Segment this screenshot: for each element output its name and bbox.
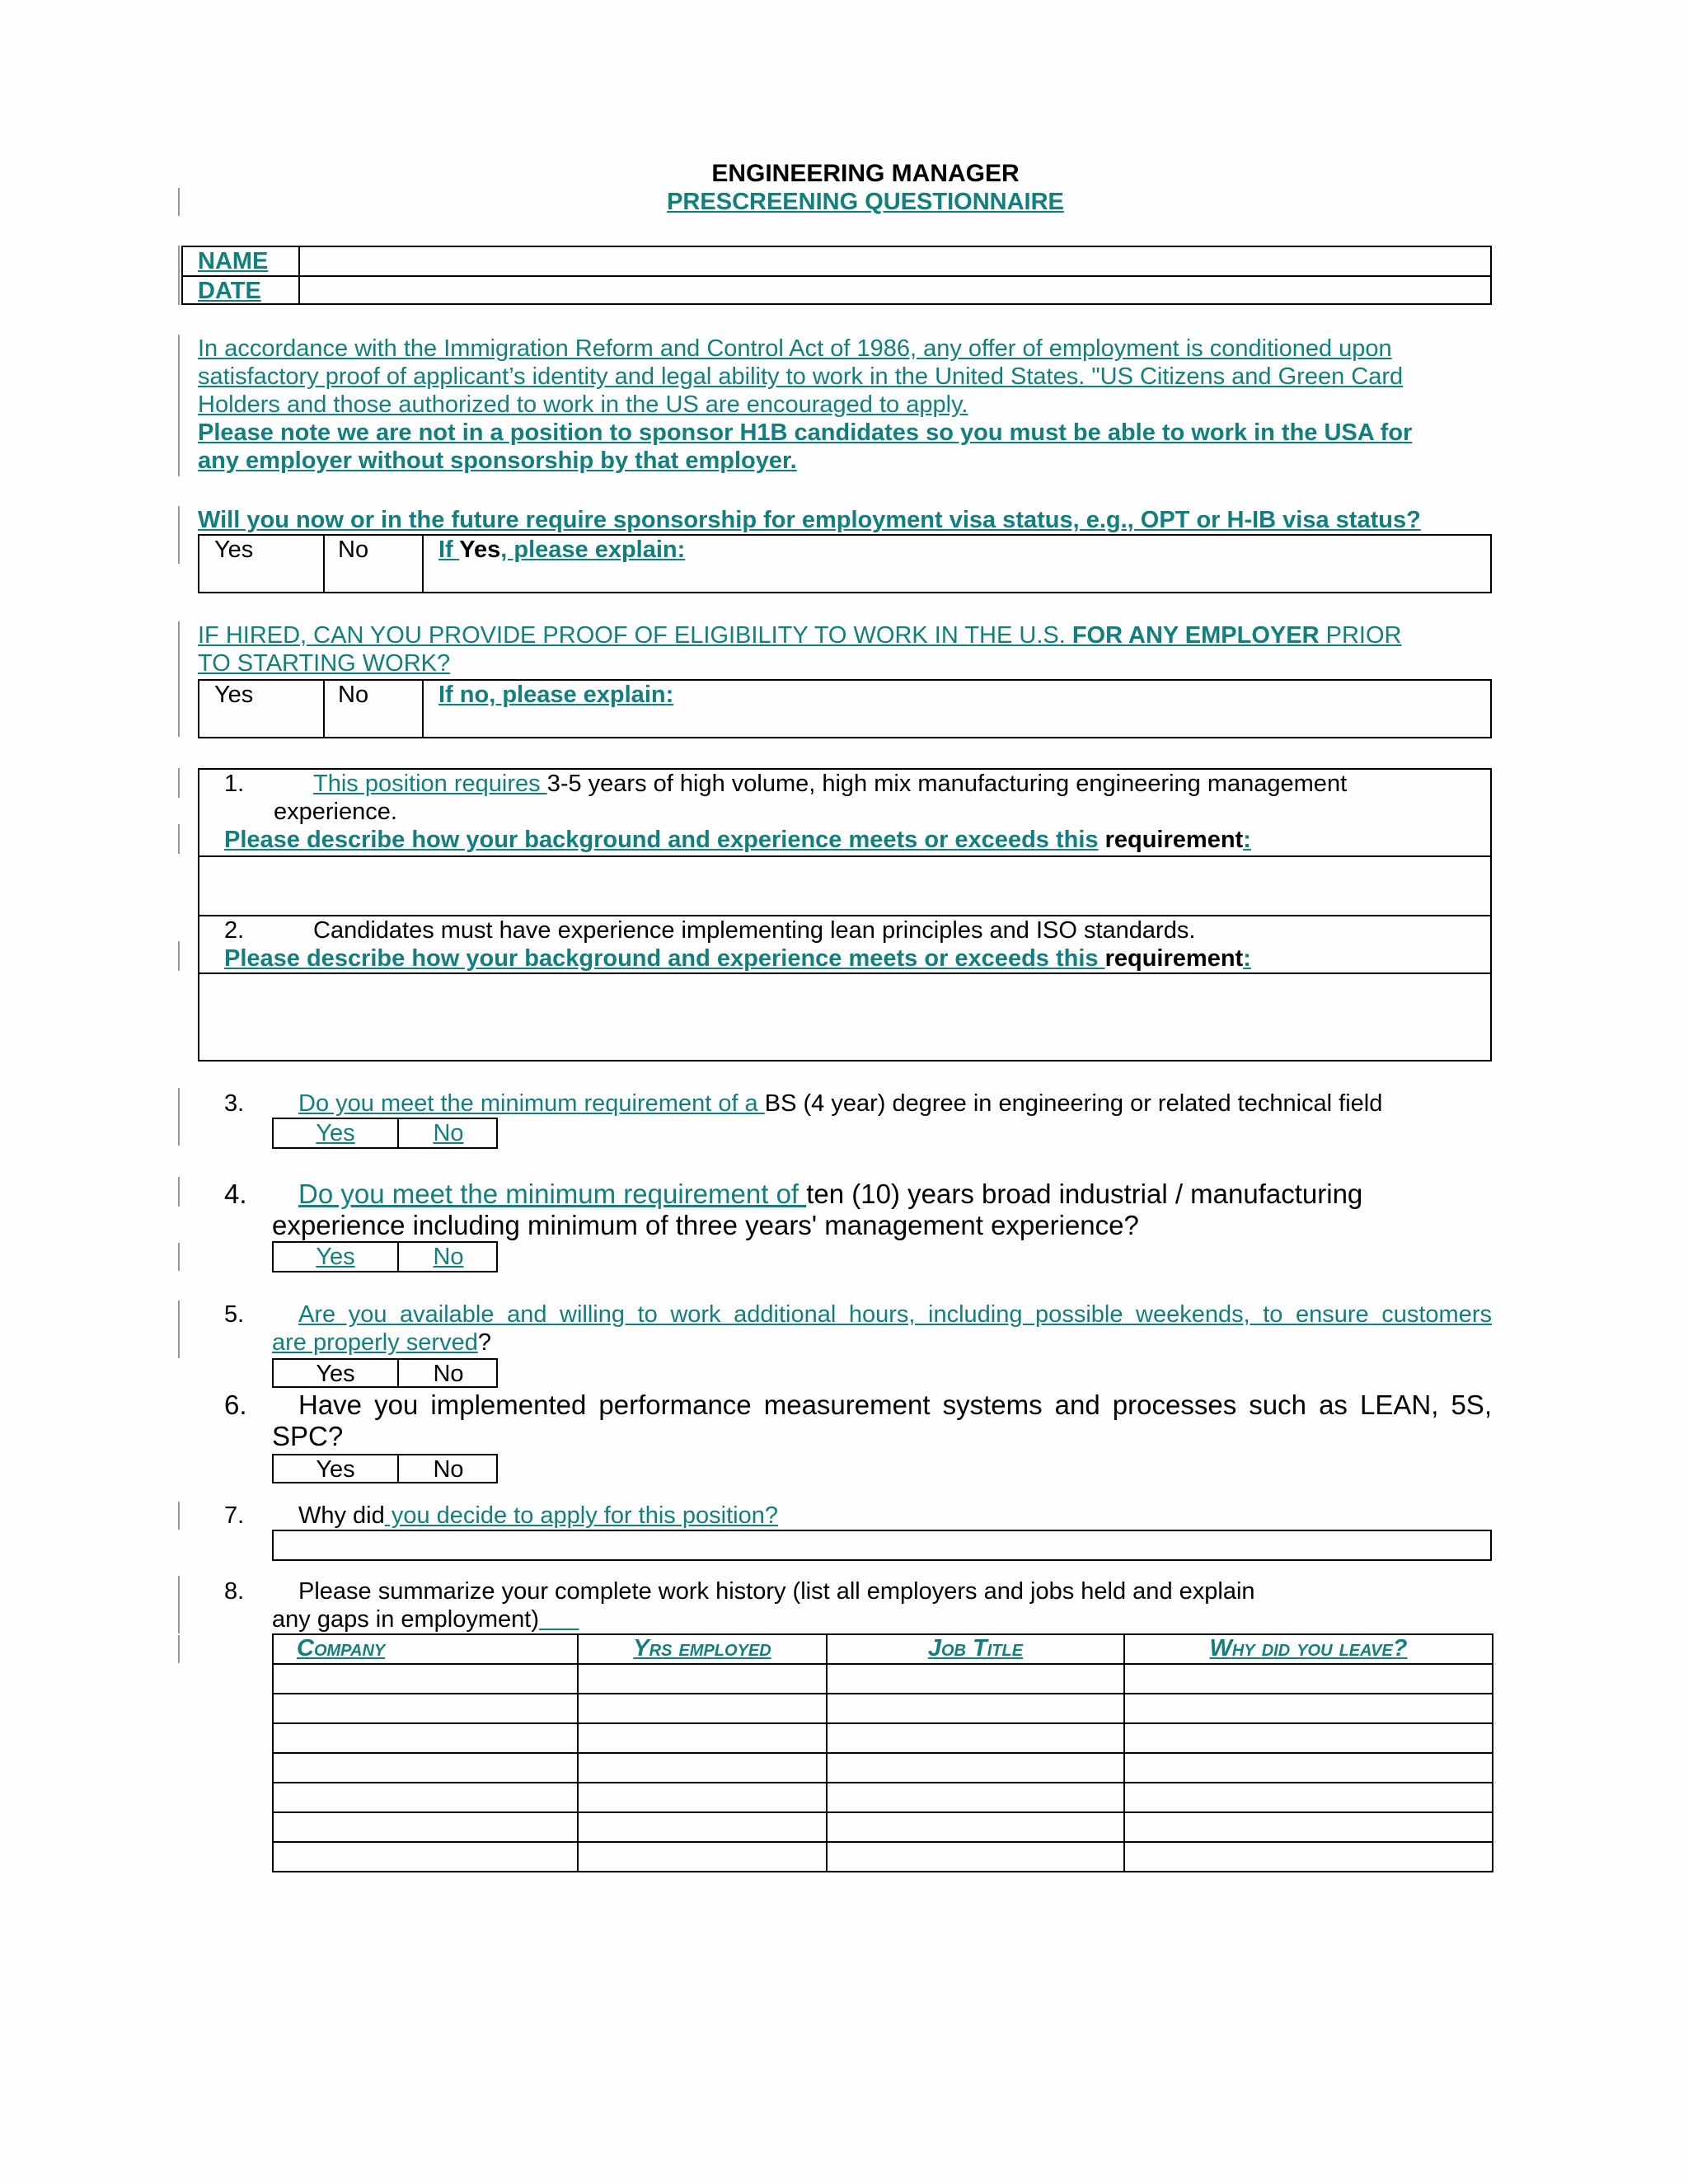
table-row — [273, 1664, 1493, 1694]
q4-text: Do you meet the minimum requirement of ten (10) years broad industrial / manufacturing — [298, 1179, 1363, 1209]
document-title: ENGINEERING MANAGER — [711, 160, 1020, 187]
q6-yes[interactable]: Yes — [316, 1456, 355, 1483]
q5-text-cont: are properly served? — [272, 1329, 491, 1356]
eligibility-explain-label: If no, please explain: — [438, 682, 674, 708]
revision-bar — [178, 1088, 180, 1146]
revision-bar — [178, 335, 180, 476]
revision-bar — [178, 1301, 180, 1358]
q1-text-cont: experience. — [274, 799, 397, 825]
revision-bar — [178, 824, 180, 854]
q6-answer-box — [272, 1454, 498, 1483]
q5-number: 5. — [224, 1301, 245, 1328]
revision-bar — [178, 246, 180, 305]
revision-bar — [178, 506, 180, 564]
column-header-company: Company — [273, 1634, 578, 1664]
q6-no[interactable]: No — [433, 1456, 464, 1483]
years-cell[interactable] — [578, 1783, 827, 1812]
q3-yes[interactable]: Yes — [316, 1120, 355, 1146]
q1-text: This position requires 3-5 years of high volume, high mix manufacturing engineering management — [313, 771, 1348, 797]
company-cell[interactable] — [273, 1812, 578, 1842]
q3-answer-box — [272, 1118, 498, 1149]
revision-bar — [178, 1576, 180, 1633]
q5-yes[interactable]: Yes — [316, 1361, 355, 1387]
years-cell[interactable] — [578, 1723, 827, 1753]
questions-1-2-table — [198, 768, 1492, 1062]
company-cell[interactable] — [273, 1694, 578, 1723]
identity-table — [181, 246, 1492, 305]
revision-bar — [178, 941, 180, 971]
years-cell[interactable] — [578, 1842, 827, 1872]
work-history-table — [272, 1633, 1493, 1872]
work-history-header-row — [273, 1634, 1493, 1664]
company-cell[interactable] — [273, 1783, 578, 1812]
q4-answer-box — [272, 1241, 498, 1272]
reason-cell[interactable] — [1124, 1694, 1493, 1723]
company-cell[interactable] — [273, 1723, 578, 1753]
sponsorship-no[interactable]: No — [338, 537, 369, 563]
table-row — [273, 1812, 1493, 1842]
reason-cell[interactable] — [1124, 1842, 1493, 1872]
q7-answer-field[interactable] — [272, 1530, 1492, 1561]
reason-cell[interactable] — [1124, 1812, 1493, 1842]
q2-answer-field[interactable] — [199, 974, 1490, 1060]
q4-no[interactable]: No — [433, 1244, 464, 1270]
name-label: NAME — [198, 248, 269, 274]
q6-text-cont: SPC? — [272, 1421, 344, 1451]
reason-cell[interactable] — [1124, 1783, 1493, 1812]
q5-text: Are you available and willing to work additional hours, including possible weekends, to ensure customers — [298, 1301, 1492, 1328]
q3-no[interactable]: No — [433, 1120, 464, 1146]
q2-number: 2. — [224, 917, 245, 944]
job-title-cell[interactable] — [827, 1753, 1124, 1783]
reason-cell[interactable] — [1124, 1753, 1493, 1783]
notice-line: Holders and those authorized to work in the US are encouraged to apply. — [198, 391, 968, 418]
column-header-job-title: Job Title — [827, 1634, 1124, 1664]
notice-line: satisfactory proof of applicant’s identity and legal ability to work in the United States. "US Citizens and Green Card — [198, 363, 1404, 390]
q6-number: 6. — [224, 1390, 247, 1420]
company-cell[interactable] — [273, 1842, 578, 1872]
sponsorship-explain-label: If Yes, please explain: — [438, 537, 686, 563]
revision-bar — [178, 1243, 180, 1271]
q5-no[interactable]: No — [433, 1361, 464, 1387]
notice-line: In accordance with the Immigration Reform and Control Act of 1986, any offer of employment is conditioned upon — [198, 335, 1392, 362]
revision-bar — [178, 1502, 180, 1530]
sponsorship-answer-table — [198, 534, 1492, 593]
column-header-years: Yrs employed — [578, 1634, 827, 1664]
job-title-cell[interactable] — [827, 1694, 1124, 1723]
column-header-reason: Why did you leave? — [1124, 1634, 1493, 1664]
company-cell[interactable] — [273, 1753, 578, 1783]
name-field[interactable] — [300, 247, 1490, 275]
q2-text: Candidates must have experience implementing lean principles and ISO standards. — [313, 917, 1196, 944]
q4-text-cont: experience including minimum of three years' management experience? — [272, 1210, 1139, 1240]
notice-line-bold: Please note we are not in a position to sponsor H1B candidates so you must be able to work in the USA for — [198, 419, 1413, 446]
revision-bar — [178, 1635, 180, 1663]
revision-bar — [178, 621, 180, 737]
q3-number: 3. — [224, 1090, 245, 1117]
table-row — [273, 1783, 1493, 1812]
eligibility-question: IF HIRED, CAN YOU PROVIDE PROOF OF ELIGIBILITY TO WORK IN THE U.S. FOR ANY EMPLOYER PRIOR — [198, 622, 1402, 649]
table-row — [273, 1753, 1493, 1783]
q6-text: Have you implemented performance measurement systems and processes such as LEAN, 5S, — [298, 1390, 1492, 1420]
years-cell[interactable] — [578, 1753, 827, 1783]
eligibility-yes[interactable]: Yes — [214, 682, 254, 708]
company-cell[interactable] — [273, 1664, 578, 1694]
table-row — [273, 1723, 1493, 1753]
years-cell[interactable] — [578, 1812, 827, 1842]
q7-text: Why did you decide to apply for this position? — [298, 1502, 778, 1529]
reason-cell[interactable] — [1124, 1723, 1493, 1753]
table-row — [273, 1694, 1493, 1723]
sponsorship-question: Will you now or in the future require sponsorship for employment visa status, e.g., OPT or H-IB visa status? — [198, 507, 1421, 533]
job-title-cell[interactable] — [827, 1783, 1124, 1812]
table-row — [273, 1842, 1493, 1872]
eligibility-answer-table — [198, 679, 1492, 738]
q1-prompt: Please describe how your background and experience meets or exceeds this requirement: — [224, 827, 1251, 853]
q7-number: 7. — [224, 1502, 245, 1529]
reason-cell[interactable] — [1124, 1664, 1493, 1694]
q4-yes[interactable]: Yes — [316, 1244, 355, 1270]
q8-text-cont: any gaps in employment) — [272, 1606, 539, 1633]
q1-answer-field[interactable] — [199, 857, 1490, 915]
q2-prompt: Please describe how your background and experience meets or exceeds this requirement: — [224, 945, 1251, 972]
date-field[interactable] — [300, 277, 1490, 305]
revision-bar — [178, 768, 180, 798]
notice-line-bold: any employer without sponsorship by that employer. — [198, 448, 797, 474]
job-title-cell[interactable] — [827, 1664, 1124, 1694]
job-title-cell[interactable] — [827, 1812, 1124, 1842]
date-label: DATE — [198, 278, 261, 304]
years-cell[interactable] — [578, 1694, 827, 1723]
q3-text: Do you meet the minimum requirement of a BS (4 year) degree in engineering or related technical field — [298, 1090, 1383, 1117]
revision-bar — [178, 1177, 180, 1207]
document-subtitle: PRESCREENING QUESTIONNAIRE — [667, 189, 1064, 215]
job-title-cell[interactable] — [827, 1723, 1124, 1753]
job-title-cell[interactable] — [827, 1842, 1124, 1872]
eligibility-no[interactable]: No — [338, 682, 369, 708]
q8-number: 8. — [224, 1578, 245, 1605]
years-cell[interactable] — [578, 1664, 827, 1694]
q4-number: 4. — [224, 1179, 247, 1209]
eligibility-question-line2: TO STARTING WORK? — [198, 650, 451, 677]
q5-answer-box — [272, 1358, 498, 1388]
sponsorship-yes[interactable]: Yes — [214, 537, 254, 563]
q1-number: 1. — [224, 771, 245, 797]
q8-text: Please summarize your complete work history (list all employers and jobs held and explain — [298, 1578, 1255, 1605]
